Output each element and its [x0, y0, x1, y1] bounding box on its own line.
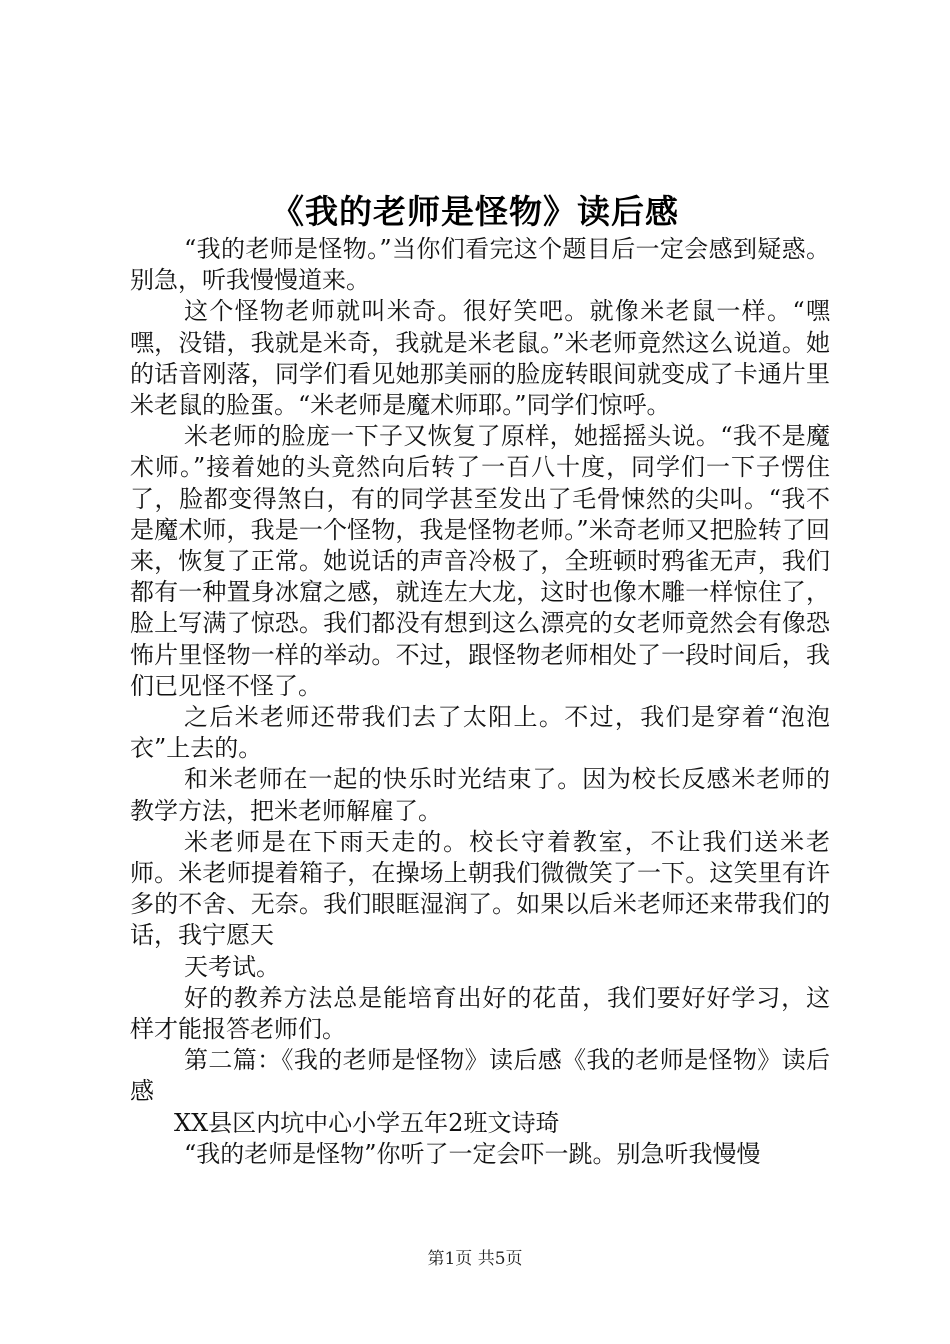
paragraph: “我的老师是怪物。”当你们看完这个题目后一定会感到疑惑。别急，听我慢慢道来。 [130, 235, 830, 295]
paragraph: “我的老师是怪物”你听了一定会吓一跳。别急听我慢慢 [184, 1139, 761, 1168]
paragraph: 米老师是在下雨天走的。校长守着教室，不让我们送米老师。米老师提着箱子，在操场上朝我们微微笑了一下。这笑里有许多的不舍、无奈。我们眼眶湿润了。如果以后米老师还来带我们的话，我宁愿天 [130, 827, 830, 950]
paragraph: 米老师的脸庞一下子又恢复了原样，她摇摇头说。“我不是魔术师。”接着她的头竟然向后转了一百八十度，同学们一下子愣住了，脸都变得煞白，有的同学甚至发出了毛骨悚然的尖叫。“我不是魔术师，我是一个怪物，我是怪物老师。”米奇老师又把脸转了回来，恢复了正常。她说话的声音冷极了，全班顿时鸦雀无声，我们都有一种置身冰窟之感，就连左大龙，这时也像木雕一样惊住了，脸上写满了惊恐。我们都没有想到这么漂亮的女老师竟然会有像恐怖片里怪物一样的举动。不过，跟怪物老师相处了一段时间后，我们已见怪不怪了。 [130, 422, 830, 700]
paragraph: 这个怪物老师就叫米奇。很好笑吧。就像米老鼠一样。“嘿嘿，没错，我就是米奇，我就是米老鼠。”米老师竟然这么说道。她的话音刚落，同学们看见她那美丽的脸庞转眼间就变成了卡通片里米老鼠的脸蛋。“米老师是魔术师耶。”同学们惊呼。 [130, 297, 830, 420]
paragraph: 第二篇：《我的老师是怪物》读后感《我的老师是怪物》读后感 [130, 1046, 830, 1106]
paragraph: 天考试。 [184, 952, 280, 981]
author-line: XX县区内坑中心小学五年2班文诗琦 [174, 1108, 560, 1137]
paragraph: 和米老师在一起的快乐时光结束了。因为校长反感米老师的教学方法，把米老师解雇了。 [130, 765, 830, 825]
paragraph: 之后米老师还带我们去了太阳上。不过，我们是穿着“泡泡衣”上去的。 [130, 703, 830, 763]
page-number: 第1页 共5页 [427, 1249, 523, 1269]
document-body [130, 234, 830, 1170]
document-title: 《我的老师是怪物》读后感 [271, 192, 679, 231]
paragraph: 好的教养方法总是能培育出好的花苗，我们要好好学习，这样才能报答老师们。 [130, 983, 830, 1044]
